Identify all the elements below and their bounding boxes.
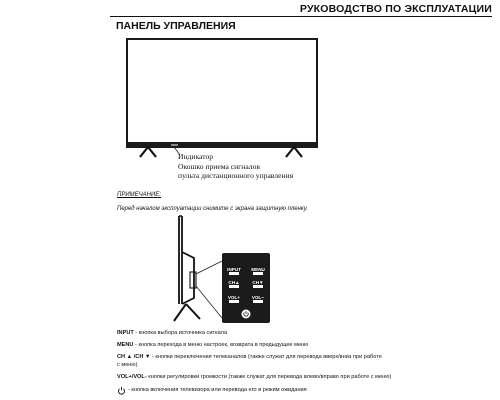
caption-input: [117, 330, 227, 337]
caption-key: MENU: [117, 342, 134, 348]
caption-text: кнопки регулировки громкости (также служат для перевода влево/вправо при работе с меню): [146, 374, 392, 380]
caption-key: INPUT: [117, 330, 134, 336]
panel-ch-up-label: CH▲: [228, 280, 240, 285]
menu-button[interactable]: [253, 272, 263, 275]
input-button[interactable]: [229, 272, 239, 275]
panel-input-label: INPUT: [227, 267, 241, 272]
callout-line-bottom: [196, 286, 222, 318]
caption-menu: [117, 342, 308, 349]
panel-vol-up-label: VOL+: [227, 295, 241, 300]
control-panel-closeup: [222, 253, 270, 323]
caption-ch-cont: [117, 362, 137, 369]
ir-window-label: Окошко приема сигналов: [178, 161, 260, 171]
caption-text: - кнопка выбора источника сигнала: [133, 330, 228, 336]
caption-text: с меню): [117, 362, 138, 368]
panel-vol-down-label: VOL−: [251, 295, 265, 300]
power-icon: [117, 386, 126, 395]
callout-line-top: [196, 261, 222, 274]
caption-power: [117, 386, 307, 395]
tv-side-profile: [160, 212, 230, 326]
caption-ch: [117, 354, 382, 361]
panel-ch-down-label: CH▼: [252, 280, 264, 285]
indicator-label: Индикатор: [178, 152, 214, 161]
ch-down-button[interactable]: [253, 285, 263, 288]
section-title: ПАНЕЛЬ УПРАВЛЕНИЯ: [116, 20, 236, 32]
ch-up-button[interactable]: [229, 285, 239, 288]
vol-up-button[interactable]: [229, 300, 239, 303]
note-text: Перед началом эксплуатации снимите с экрана защитную пленку.: [117, 206, 309, 212]
document-header-title: РУКОВОДСТВО ПО ЭКСПЛУАТАЦИИ: [299, 3, 492, 15]
tv-indicator-labels: [178, 152, 293, 181]
caption-text: - кнопка включения телевизора или перевода его в режим ожидания: [128, 387, 307, 393]
header-rule: [110, 16, 492, 17]
power-button-icon[interactable]: [241, 309, 251, 319]
caption-key: VOL+/VOL-: [117, 374, 147, 380]
panel-menu-label: MENU: [251, 267, 265, 272]
left-stand-icon: [140, 147, 156, 157]
vol-down-button[interactable]: [253, 300, 263, 303]
ir-window-label-cont: пульта дистанционного управления: [178, 171, 294, 181]
note-title: ПРИМЕЧАНИЕ:: [117, 192, 161, 198]
caption-key: CH ▲ /CH ▼: [117, 354, 151, 360]
caption-vol: [117, 374, 391, 381]
caption-text: - кнопка перехода в меню настроек, возврата в предыдущее меню: [133, 342, 309, 348]
side-button-block-icon: [190, 272, 196, 288]
tv-screen: [126, 38, 318, 144]
caption-text: - кнопки переключения телеканалов (также служат для перевода вверх/вниз при работе: [150, 354, 382, 360]
